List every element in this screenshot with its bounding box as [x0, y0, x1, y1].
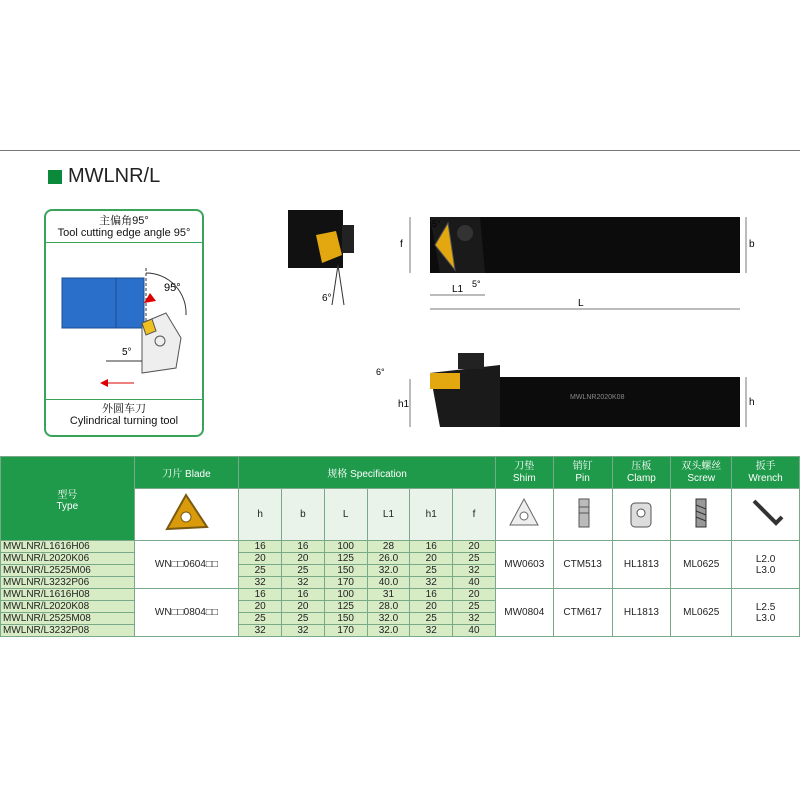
pin-model-cell: CTM513: [553, 541, 612, 589]
spec-value-h: 25: [239, 565, 282, 577]
end-view-clamp: [342, 225, 354, 253]
clamp-model-cell: HL1813: [612, 589, 671, 637]
spec-value-L: 150: [324, 613, 367, 625]
screw-model-cell: ML0625: [671, 589, 732, 637]
angle-cn-bottom: 外圆车刀: [102, 403, 146, 415]
spec-value-L1: 31: [367, 589, 410, 601]
arrow-left-icon: [100, 379, 108, 387]
spec-value-L1: 28.0: [367, 601, 410, 613]
angle-en-title: Tool cutting edge angle 95°: [57, 227, 191, 239]
spec-value-f: 25: [453, 601, 496, 613]
spec-value-h: 16: [239, 589, 282, 601]
spec-value-L: 125: [324, 553, 367, 565]
table-row: [1, 541, 800, 553]
type-cell: MWLNR/L2525M06: [1, 565, 135, 577]
screw-icon-cell: [671, 489, 732, 541]
spec-value-f: 40: [453, 577, 496, 589]
screw-icon: [683, 495, 719, 531]
type-cell: MWLNR/L3232P08: [1, 625, 135, 637]
col-header-f: f: [453, 489, 496, 541]
side-6-label: 6°: [376, 367, 385, 377]
spec-header: 规格 Specification: [239, 457, 496, 489]
f-label: f: [400, 239, 403, 250]
type-header: [1, 457, 135, 541]
wrench-header: 扳手 Wrench: [732, 457, 800, 489]
screw-header: 双头螺丝 Screw: [671, 457, 732, 489]
spec-value-h: 20: [239, 553, 282, 565]
spec-value-f: 40: [453, 625, 496, 637]
side-view-shank: [475, 377, 740, 427]
screw-model-cell: ML0625: [671, 541, 732, 589]
spec-value-h1: 20: [410, 601, 453, 613]
blade-model-cell: WN□□0804□□: [134, 589, 239, 637]
type-header-en: Type: [56, 500, 79, 512]
spec-value-L: 100: [324, 589, 367, 601]
spec-value-b: 16: [282, 541, 325, 553]
spec-value-h1: 25: [410, 565, 453, 577]
spec-value-f: 25: [453, 553, 496, 565]
pin-icon-cell: [553, 489, 612, 541]
angle-separator-bottom: [46, 399, 202, 400]
clamp-model-cell: HL1813: [612, 541, 671, 589]
spec-value-L: 170: [324, 625, 367, 637]
type-cell: MWLNR/L1616H08: [1, 589, 135, 601]
spec-value-b: 16: [282, 589, 325, 601]
spec-value-L1: 32.0: [367, 565, 410, 577]
type-header-cn: 型号: [57, 489, 78, 501]
spec-value-f: 32: [453, 613, 496, 625]
spec-value-h1: 16: [410, 589, 453, 601]
L1-label: L1: [452, 284, 464, 295]
spec-value-h: 32: [239, 577, 282, 589]
col-header-h: h: [239, 489, 282, 541]
spec-value-b: 25: [282, 613, 325, 625]
angle-arc: [146, 273, 186, 315]
spec-value-L: 100: [324, 541, 367, 553]
pin-model-cell: CTM617: [553, 589, 612, 637]
col-header-L: L: [324, 489, 367, 541]
tool-technical-drawing: [270, 195, 770, 440]
title-marker: [48, 170, 62, 184]
type-cell: MWLNR/L2020K08: [1, 601, 135, 613]
insert-icon: [161, 491, 211, 535]
spec-value-h1: 20: [410, 553, 453, 565]
angle-cn-title: 主偏角95°: [99, 215, 149, 227]
end-view-rake-line-b: [338, 265, 344, 305]
angle-en-bottom: Cylindrical turning tool: [69, 415, 179, 427]
spec-value-f: 20: [453, 541, 496, 553]
shim-icon: [506, 495, 542, 531]
cutting-angle-panel: [44, 209, 204, 437]
spec-value-b: 32: [282, 625, 325, 637]
top-5b-label: 5°: [472, 279, 481, 289]
angle-95-label: 95°: [164, 282, 181, 294]
product-title: [48, 165, 160, 188]
cutting-angle-diagram: [46, 243, 202, 398]
blade-model-cell: WN□□0604□□: [134, 541, 239, 589]
blade-header: 刀片 Blade: [134, 457, 239, 489]
clamp-icon: [623, 495, 659, 531]
spec-value-h: 16: [239, 541, 282, 553]
blade-image-cell: [134, 489, 239, 541]
spec-value-L1: 28: [367, 541, 410, 553]
type-cell: MWLNR/L3232P06: [1, 577, 135, 589]
type-cell: MWLNR/L2020K06: [1, 553, 135, 565]
spec-value-f: 32: [453, 565, 496, 577]
spec-value-b: 20: [282, 601, 325, 613]
clamp-icon-cell: [612, 489, 671, 541]
shim-model-cell: MW0603: [495, 541, 553, 589]
spec-value-L1: 32.0: [367, 613, 410, 625]
shim-icon-cell: [495, 489, 553, 541]
pin-header: 销钉 Pin: [553, 457, 612, 489]
side-view-insert: [430, 373, 460, 389]
spec-value-L: 125: [324, 601, 367, 613]
L-label: L: [578, 298, 584, 309]
spec-value-L1: 26.0: [367, 553, 410, 565]
wrench-model-cell: L2.0 L3.0: [732, 541, 800, 589]
b-label: b: [749, 239, 755, 250]
clamp-header: 压板 Clamp: [612, 457, 671, 489]
spec-value-h: 20: [239, 601, 282, 613]
workpiece-shape: [62, 278, 144, 328]
spec-value-L: 150: [324, 565, 367, 577]
wrench-model-cell: L2.5 L3.0: [732, 589, 800, 637]
product-title-text: MWLNR/L: [68, 165, 161, 187]
pin-icon: [565, 495, 601, 531]
top-5a-label: 5°: [432, 219, 441, 229]
col-header-b: b: [282, 489, 325, 541]
spec-value-L1: 40.0: [367, 577, 410, 589]
spec-value-h: 25: [239, 613, 282, 625]
h1-label: h1: [398, 399, 410, 410]
type-cell: MWLNR/L1616H06: [1, 541, 135, 553]
shim-header: 刀垫 Shim: [495, 457, 553, 489]
spec-value-b: 32: [282, 577, 325, 589]
col-header-h1: h1: [410, 489, 453, 541]
end-view-rake-line-a: [332, 265, 338, 305]
shim-model-cell: MW0804: [495, 589, 553, 637]
spec-value-h: 32: [239, 625, 282, 637]
spec-value-L1: 32.0: [367, 625, 410, 637]
spec-value-h1: 32: [410, 577, 453, 589]
engraving-text: MWLNR2020K08: [570, 394, 625, 401]
h-label: h: [749, 397, 755, 408]
wrench-icon-cell: [732, 489, 800, 541]
end-view-6-label: 6°: [322, 293, 332, 304]
side-view-clamp: [458, 353, 484, 369]
spec-value-h1: 32: [410, 625, 453, 637]
angle-5-label: 5°: [122, 347, 132, 358]
spec-value-b: 25: [282, 565, 325, 577]
specification-table: [0, 456, 800, 637]
wrench-icon: [746, 495, 786, 531]
spec-value-f: 20: [453, 589, 496, 601]
spec-value-h1: 16: [410, 541, 453, 553]
table-row: [1, 589, 800, 601]
spec-value-b: 20: [282, 553, 325, 565]
type-cell: MWLNR/L2525M08: [1, 613, 135, 625]
divider-line: [0, 150, 800, 151]
spec-value-L: 170: [324, 577, 367, 589]
spec-value-h1: 25: [410, 613, 453, 625]
top-view-screw: [457, 225, 473, 241]
col-header-L1: L1: [367, 489, 410, 541]
